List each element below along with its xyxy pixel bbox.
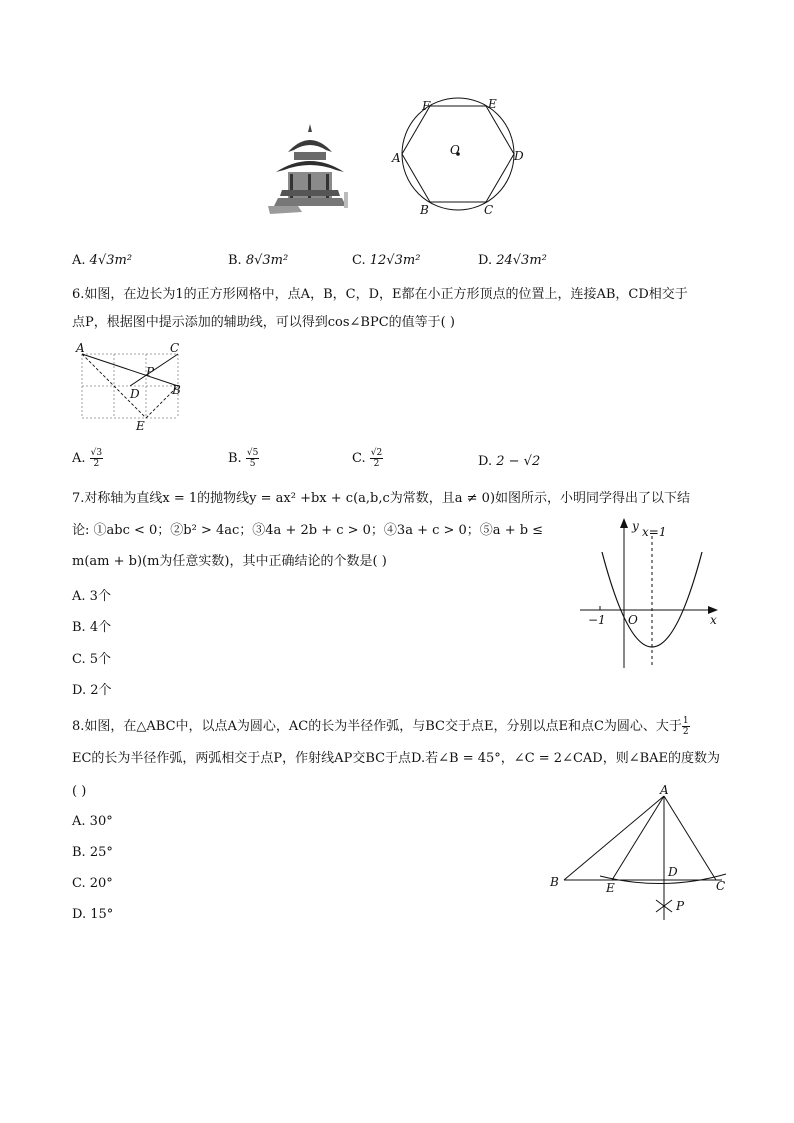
q7-option-b[interactable]: B. 4个: [72, 620, 112, 635]
q6-text-line2: 点P，根据图中提示添加的辅助线，可以得到cos∠BPC的值等于( ): [72, 315, 455, 330]
q8-text-line1: 8.如图，在△ABC中，以点A为圆心，AC的长为半径作弧，与BC交于点E，分别以点E和点C为圆心、大于 $\frac{1}{2}$: [72, 716, 689, 737]
q7-option-d[interactable]: D. 2个: [72, 683, 112, 698]
graph-label-y: y: [632, 519, 639, 533]
fig-label-D: D: [668, 865, 678, 879]
grid-label-E: E: [136, 419, 145, 433]
q6-option-c[interactable]: C. $\frac{√2}{2}$: [352, 448, 383, 469]
hex-label-O: O: [450, 143, 460, 157]
fig-label-B: B: [550, 875, 559, 889]
q8-option-c[interactable]: C. 20°: [72, 876, 113, 891]
q8-option-b[interactable]: B. 25°: [72, 845, 113, 860]
q6-text-line1: 6.如图，在边长为1的正方形网格中，点A，B，C，D，E都在小正方形顶点的位置上，连接AB，CD相交于: [72, 287, 688, 302]
q7-text-line2: 论: ①abc < 0；②b² > 4ac；③4a + 2b + c > 0；④3a + c > 0；⑤a + b ≤: [72, 523, 544, 538]
hexagon-circle-figure: [388, 96, 528, 220]
q8-half-fraction: $\frac{1}{2}$: [682, 716, 689, 737]
q5-option-b[interactable]: B. 8√3m²: [228, 253, 289, 268]
q7-option-a[interactable]: A. 3个: [72, 589, 111, 604]
grid-label-D: D: [130, 387, 140, 401]
q5-option-a[interactable]: A. 4√3m²: [72, 253, 133, 268]
q8-text-line2: EC的长为半径作弧，两弧相交于点P，作射线AP交BC于点D.若∠B = 45°，∠C = 2∠CAD，则∠BAE的度数为: [72, 751, 721, 766]
fig-label-C: C: [716, 879, 726, 893]
hex-label-F: F: [422, 99, 431, 113]
pagoda-image: [268, 122, 352, 214]
hex-label-A: A: [392, 151, 401, 165]
fig-label-P: P: [676, 899, 685, 913]
q6-option-b[interactable]: B. $\frac{√5}{5}$: [228, 448, 259, 469]
q8-option-d[interactable]: D. 15°: [72, 907, 114, 922]
fig-label-E: E: [606, 881, 615, 895]
q7-parabola-graph: [576, 512, 726, 672]
graph-label-axis: x=1: [642, 525, 667, 539]
grid-label-P: P: [146, 365, 155, 379]
q7-text-line3: m(am + b)(m为任意实数)，其中正确结论的个数是( ): [72, 554, 387, 569]
q7-text-line1: 7.对称轴为直线x = 1的抛物线y = ax² +bx + c(a,b,c为常数，且a ≠ 0)如图所示，小明同学得出了以下结: [72, 491, 691, 506]
q7-option-c[interactable]: C. 5个: [72, 652, 112, 667]
graph-label-O: O: [628, 613, 638, 627]
q5-option-c[interactable]: C. 12√3m²: [352, 253, 421, 268]
graph-label-neg1: −1: [588, 613, 606, 627]
grid-label-B: B: [172, 383, 181, 397]
q6-option-d[interactable]: D. 2 − √2: [478, 454, 541, 469]
q5-option-d[interactable]: D. 24√3m²: [478, 253, 547, 268]
hex-label-D: D: [514, 149, 524, 163]
hex-label-C: C: [484, 203, 494, 217]
graph-label-x: x: [710, 613, 717, 627]
grid-label-A: A: [76, 341, 85, 355]
q8-option-a[interactable]: A. 30°: [72, 814, 113, 829]
fig-label-A: A: [660, 783, 669, 797]
hex-label-B: B: [420, 203, 429, 217]
q6-grid-figure: [72, 341, 192, 434]
q6-option-a[interactable]: A. $\frac{√3}{2}$: [72, 448, 103, 469]
q8-text-line3: ( ): [72, 784, 87, 799]
grid-label-C: C: [170, 341, 180, 355]
q8-triangle-figure: [544, 783, 744, 926]
hex-label-E: E: [488, 97, 497, 111]
